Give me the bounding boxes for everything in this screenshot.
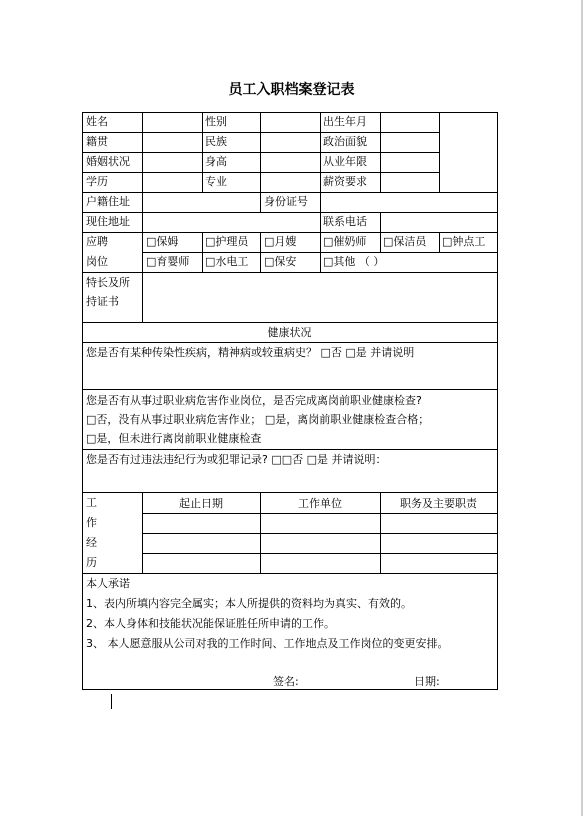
label-gender: 性别 (205, 115, 227, 128)
work-label-4: 历 (86, 556, 97, 569)
text-cursor (111, 694, 112, 709)
post-option-other[interactable]: □其他 （ ） (323, 255, 385, 268)
label-address: 现住地址 (86, 215, 130, 228)
work-label-2: 作 (86, 516, 97, 529)
post-option-security[interactable]: □保安 (264, 255, 297, 268)
post-option-nanny[interactable]: □保姆 (146, 235, 179, 248)
promise-title: 本人承诺 (86, 577, 130, 590)
label-birth: 出生年月 (323, 115, 367, 128)
label-salary: 薪资要求 (323, 175, 367, 188)
signature-label: 签名: (273, 675, 299, 688)
health-option-2: □是，但未进行离岗前职业健康检查 (86, 432, 262, 445)
promise-item-3: 3、 本人愿意服从公司对我的工作时间、工作地点及工作岗位的变更安排。 (86, 637, 449, 650)
work-label-3: 经 (86, 536, 97, 549)
label-height: 身高 (205, 155, 227, 168)
work-label-1: 工 (86, 496, 97, 509)
label-native: 籍贯 (86, 135, 108, 148)
promise-item-1: 1、表内所填内容完全属实；本人所提供的资料均为真实、有效的。 (86, 597, 412, 610)
label-idcard: 身份证号 (264, 195, 308, 208)
health-header: 健康状况 (267, 326, 312, 339)
post-option-cleaner[interactable]: □保洁员 (383, 235, 427, 248)
label-name: 姓名 (86, 115, 108, 128)
post-option-electrician[interactable]: □水电工 (205, 255, 249, 268)
post-option-hourly[interactable]: □钟点工 (442, 235, 486, 248)
work-header-duties: 职务及主要职责 (400, 497, 477, 510)
date-label: 日期: (414, 675, 440, 688)
form-title: 员工入职档案登记表 (228, 82, 355, 98)
work-header-dates: 起止日期 (179, 497, 223, 510)
post-option-caregiver[interactable]: □护理员 (205, 235, 249, 248)
label-years: 从业年限 (323, 155, 367, 168)
record-question: 您是否有过违法违纪行为或犯罪记录? □□否 □是 并请说明： (86, 453, 387, 466)
label-ethnic: 民族 (205, 135, 227, 148)
label-post-1: 应聘 (86, 235, 108, 248)
label-post-2: 岗位 (86, 255, 108, 268)
post-option-infant[interactable]: □育婴师 (146, 255, 190, 268)
work-header-company: 工作单位 (298, 497, 342, 510)
post-option-lactation[interactable]: □催奶师 (323, 235, 367, 248)
label-skills-1: 特长及所 (86, 276, 130, 289)
label-skills-2: 持证书 (86, 295, 119, 308)
label-marital: 婚姻状况 (86, 155, 130, 168)
label-political: 政治面貌 (323, 135, 367, 148)
label-education: 学历 (86, 175, 108, 188)
health-question-disease: 您是否有某种传染性疾病，精神病或较重病史？ □否 □是 并请说明 (86, 346, 415, 359)
label-phone: 联系电话 (323, 215, 367, 228)
promise-item-2: 2、本人身体和技能状况能保证胜任所申请的工作。 (86, 617, 335, 630)
health-question-occupational: 您是否有从事过职业病危害作业岗位，是否完成离岗前职业健康检查? (86, 394, 422, 407)
label-major: 专业 (205, 175, 227, 188)
health-option-1: □否，没有从事过职业病危害作业； □是，离岗前职业健康检查合格； (86, 413, 430, 426)
post-option-maternity[interactable]: □月嫂 (264, 235, 297, 248)
label-hukou: 户籍住址 (86, 195, 130, 208)
